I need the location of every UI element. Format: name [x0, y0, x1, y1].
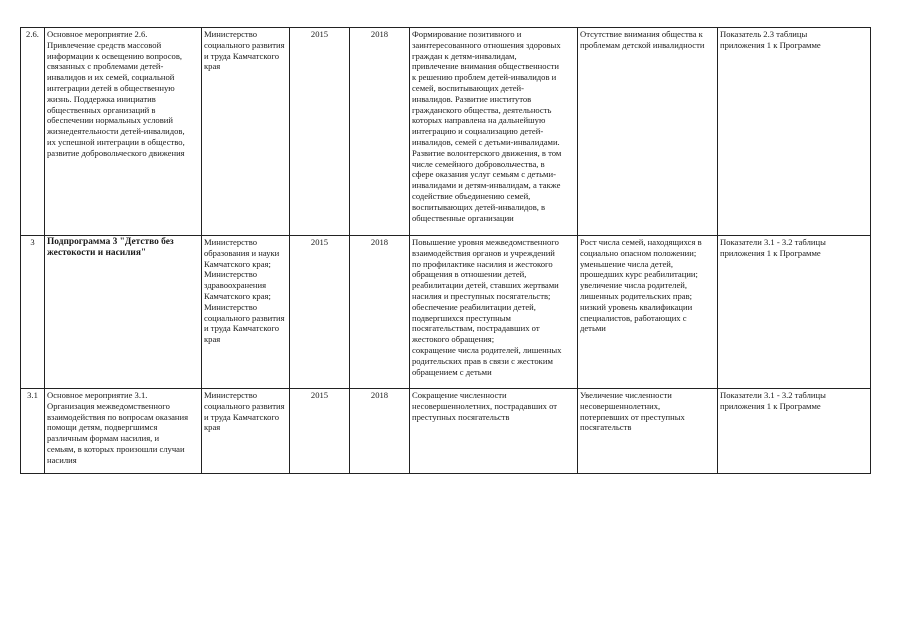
start-year: 2015: [290, 389, 350, 474]
table-row: [21, 28, 871, 236]
end-year: 2018: [350, 236, 410, 389]
consequences: Увеличение численности несовершеннолетних, потерпевших от преступных посягательств: [578, 389, 718, 474]
indicator-link: Показатели 3.1 - 3.2 таблицы приложения 1 к Программе: [718, 236, 871, 389]
end-year: 2018: [350, 28, 410, 236]
row-number: 3: [21, 236, 45, 389]
expected-result: Формирование позитивного и заинтересованного отношения здоровых граждан к детям-инвалидам, привлечение внимания общественности к решению проблем детей-инвалидов и семей, воспитывающих детей- инвалидов. Развитие институтов гражданского общества, деятельность которых направлена на дальнейшую интеграцию и социализацию детей- инвалидов, семей с детьми-инвалидами. Развитие волонтерского движения, в том числе семейного добровольчества, в сфере оказания услуг семьям с детьми- инвалидами и детям-инвалидам, а также содействие объединению семей, воспитывающих детей-инвалидов, в общественные организации: [410, 28, 578, 236]
end-year: 2018: [350, 389, 410, 474]
consequences: Отсутствие внимания общества к проблемам детской инвалидности: [578, 28, 718, 236]
start-year: 2015: [290, 28, 350, 236]
subprogram-title: Подпрограмма 3 "Детство без жестокости и насилия": [45, 236, 202, 389]
row-number: 2.6.: [21, 28, 45, 236]
row-number: 3.1: [21, 389, 45, 474]
program-table: [20, 27, 871, 474]
executor: Министерство социального развития и труда Камчатского края: [202, 389, 290, 474]
consequences: Рост числа семей, находящихся в социально опасном положении; уменьшение числа детей, прошедших курс реабилитации; увеличение числа родителей, лишенных родительских прав; низкий уровень квалификации специалистов, работающих с детьми: [578, 236, 718, 389]
measure-name: Основное мероприятие 2.6. Привлечение средств массовой информации к освещению вопросов, связанных с проблемами детей- инвалидов и их семей, социальной интеграции детей в общественную жизнь. Поддержка инициатив общественных организаций в обеспечении нормальных условий жизнедеятельности детей-инвалидов, их успешной интеграции в общество, развитие добровольческого движения: [45, 28, 202, 236]
start-year: 2015: [290, 236, 350, 389]
table-row: [21, 389, 871, 474]
expected-result: Повышение уровня межведомственного взаимодействия органов и учреждений по профилактике насилия и жестокого обращения в отношении детей, реабилитации детей, ставших жертвами насилия и преступных посягательств; обеспечение реабилитации детей, подвергшихся преступным посягательствам, пострадавших от жестокого обращения; сокращение числа родителей, лишенных родительских прав в связи с жестоким обращением с детьми: [410, 236, 578, 389]
expected-result: Сокращение численности несовершеннолетних, пострадавших от преступных посягательств: [410, 389, 578, 474]
executor: Министерство образования и науки Камчатского края; Министерство здравоохранения Камчатского края; Министерство социального развития и труда Камчатского края: [202, 236, 290, 389]
executor: Министерство социального развития и труда Камчатского края: [202, 28, 290, 236]
indicator-link: Показатели 3.1 - 3.2 таблицы приложения 1 к Программе: [718, 389, 871, 474]
indicator-link: Показатель 2.3 таблицы приложения 1 к Программе: [718, 28, 871, 236]
table-row: [21, 236, 871, 389]
measure-name: Основное мероприятие 3.1. Организация межведомственного взаимодействия по вопросам оказания помощи детям, подвергшимся различным формам насилия, и семьям, в которых произошли случаи насилия: [45, 389, 202, 474]
